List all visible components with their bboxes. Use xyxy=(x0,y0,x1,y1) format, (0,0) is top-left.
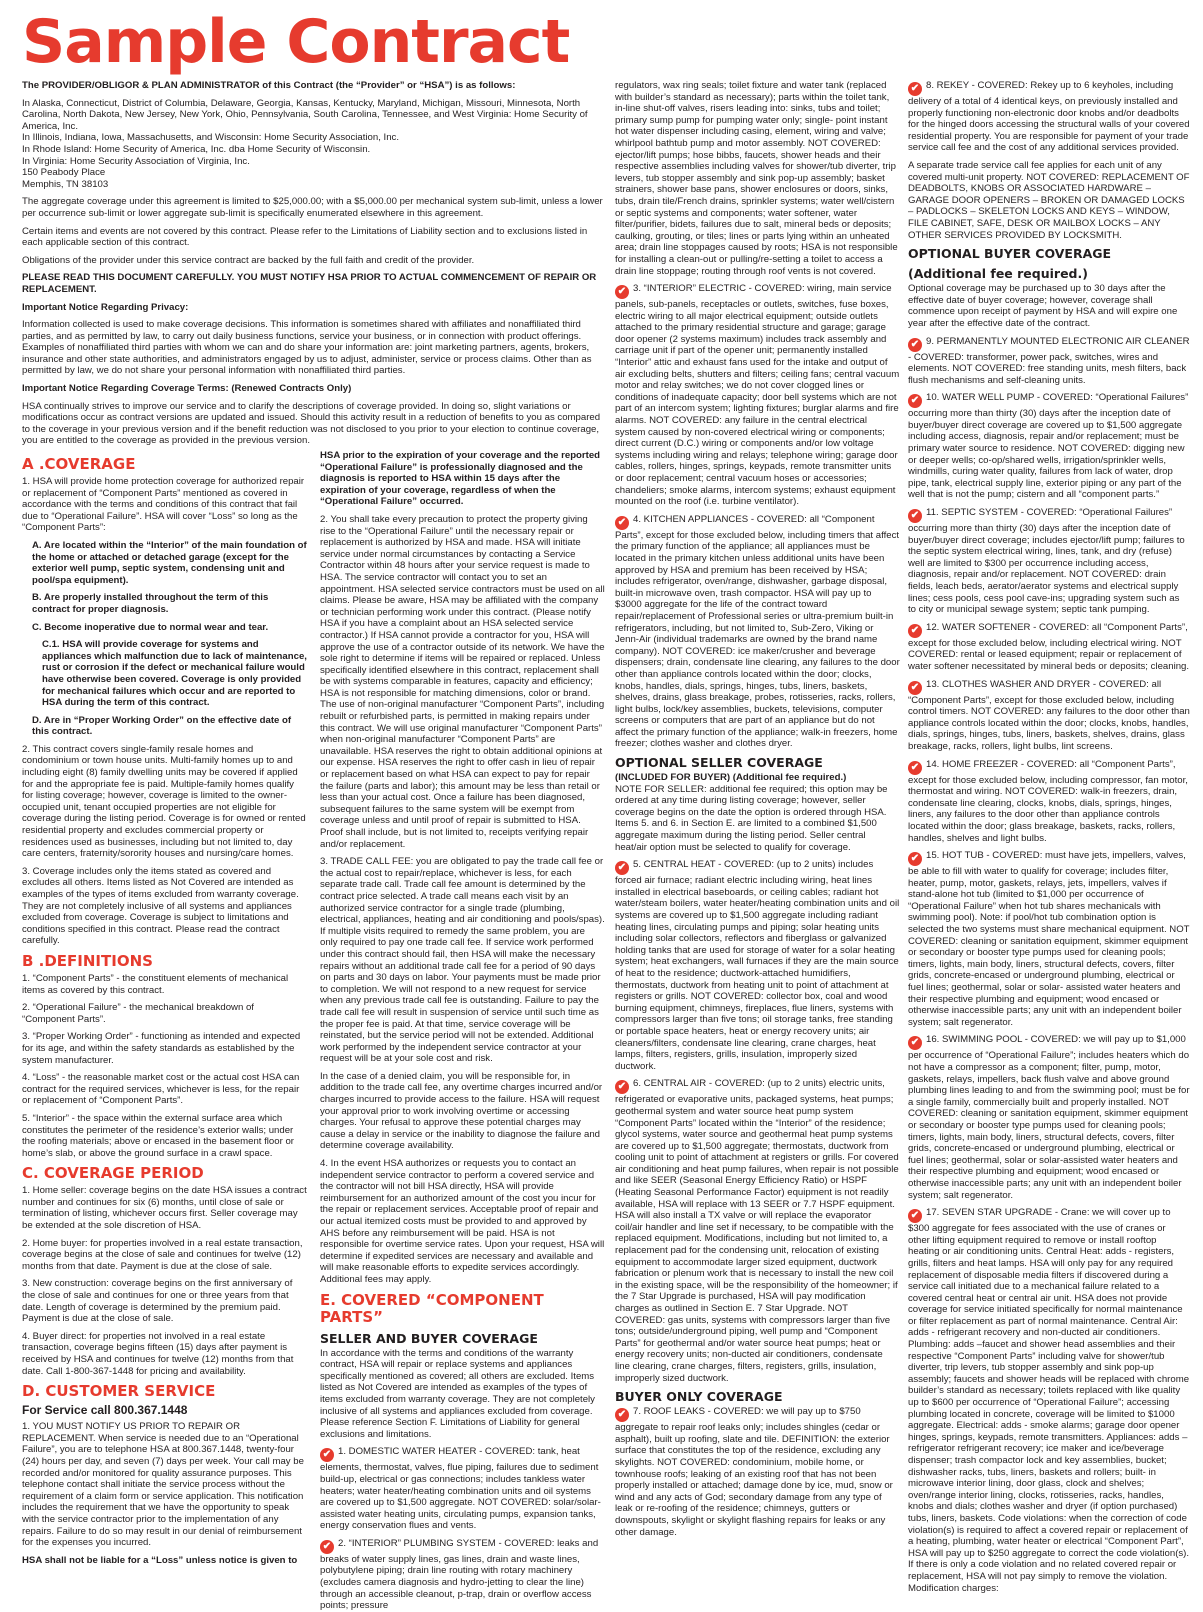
section-e-heading: E. COVERED “COMPONENT PARTS” xyxy=(320,1290,544,1326)
item-e7: ✔ 7. ROOF LEAKS - COVERED: we will pay up to $750 aggregate to repair roof leaks only; includes shingles (cedar or asphalt), built up roofing, slate and tile. DEFINITION: the exterior surface that constitutes the top of the residence, excluding any skylights. NOT COVERED: condominium, mobile home, or townhouse roofs; leaking of an existing roof that has not been properly installed or attached; damage done by ice, mud, snow or wind and any acts of God; secondary damage from any type of leak or re-roofing of the residence; chimneys, gutters or downspouts, skylight or skylight flashing repairs for leaks or any other damage. xyxy=(615,1406,893,1538)
item-e10: ✔ 10. WATER WELL PUMP - COVERED: “Operational Failures” occurring more than thirty (30) days after the inception date of buyer/buyer direct coverage are covered up to $1,500 aggregate including access, diagnosis, repair and/or replacement; must be primary water source to residence. NOT COVERED: digging new or deeper wells; co-op/shared wells, irrigation/sprinkler wells, windmills, curing water quality, failures from lack of water, drop pipe, tank, electrical supply line, exterior piping or any part of the well that is not the pump; cistern and all “component parts.” xyxy=(908,392,1189,501)
section-b-heading: B .DEFINITIONS xyxy=(22,951,153,970)
provider-states-3: In Rhode Island: Home Security of America, Inc. dba Home Security of Wisconsin. xyxy=(22,143,371,155)
provider-states-1: In Alaska, Connecticut, District of Columbia, Delaware, Georgia, Kansas, Kentucky, Maryland, Michigan, Missouri, Minnesota, North Carolina, North Dakota, New Jersey, New York, Ohio, Pennsylvania, South Carolina, Tennessee, and West Virginia: Home Security of America, Inc. xyxy=(22,97,588,132)
paragraph-d2: 2. You shall take every precaution to protect the property giving rise to the “Operational Failure” until the necessary repair or replacement is authorized by HSA and made. HSA will initiate service under normal circumstances by contacting a Service Contractor within 48 hours after your service request is made to HSA. The service contractor will contact you to set an appointment. HSA selected service contractors must be used on all claims. Please be aware, HSA may be affiliated with the company or technician performing work under this contract. (Please notify HSA if you have a complaint about an HSA selected service contractor.) If HSA cannot provide a contractor for you, HSA will approve the use of a contractor outside of its network. We have the sole right to determine if items will be repaired or replaced. Unless specifically identified elsewhere in this contract, replacement shall be with systems comparable in features, capacity and efficiency; HSA is not responsible for matching dimensions, color or brand. The use of non-original manufacturer “Component Parts”, including rebuilt or refurbished parts, is permitted in making repairs under this contract. We will use original manufacturer “Component Parts” when non-original manufacturer “Component Parts” are unavailable. HSA reserves the right to obtain additional opinions at our expense. HSA reserves the right to offer cash in lieu of repair or replacement based on what HSA can expect to pay for repair the failure (parts and labor); this amount may be less than retail or less than your actual cost. Once a failure has been diagnosed, subsequent failures to the same system will be exempt from coverage unless and until proof of repair is submitted to HSA. Proof shall include, but is not limited to, receipts verifying repair and/or replacement. xyxy=(320,513,605,850)
please-read-text: PLEASE READ THIS DOCUMENT CAREFULLY. YOU MUST NOTIFY HSA PRIOR TO ACTUAL COMMENCEMENT OF REPAIR OR REPLACEMENT. xyxy=(22,272,597,295)
seller-note: NOTE FOR SELLER: additional fee required; this option may be ordered at any time during listing coverage; however, seller coverage begins on the date the option is ordered through HSA. Items 5. and 6. in Section E. are limited to a combined $1,500 aggregate maximum during the listing period. Seller central heat/air option must be selected to qualify for coverage. xyxy=(615,783,888,853)
privacy-heading: Important Notice Regarding Privacy: xyxy=(22,301,189,313)
paragraph-c3: 3. New construction: coverage begins on the first anniversary of the close of sale and continues for one or three years from that date. Length of coverage is determined by the premium paid. Payment is due at the close of sale. xyxy=(22,1278,293,1325)
service-phone: For Service call 800.367.1448 xyxy=(22,1403,188,1418)
paragraph-d3: 3. TRADE CALL FEE: you are obligated to pay the trade call fee or the actual cost to repair/replace, whichever is less, for each separate trade call. Trade call fee amount is determined by the contract price selected. A trade call means each visit by an authorized service contractor for a single trade (plumbing, electrical, appliances, heating and air conditioning and pools/spas). If multiple visits required to remedy the same problem, you are only required to pay one trade call fee. If service work performed under this contract should fail, then HSA will make the necessary repairs without an additional trade call fee for a period of 90 days on parts and 30 days on labor. Your payments must be made prior to completion. We will not respond to a new request for service when any previous trade call fee is outstanding. Failure to pay the trade call fee will result in suspension of service until such time as the proper fee is paid. At that time, service coverage will be reinstated, but the service period will not be extended. Additional work performed by the independent service contractor at your request will be at your sole cost and risk. xyxy=(320,856,605,1065)
check-icon: ✔ xyxy=(615,1408,629,1422)
paragraph-a1b: B. Are properly installed throughout the term of this contract for proper diagnosis. xyxy=(32,592,269,615)
address-line-1: 150 Peabody Place xyxy=(22,167,106,179)
check-icon: ✔ xyxy=(908,852,922,866)
item-e9: ✔ 9. PERMANENTLY MOUNTED ELECTRONIC AIR CLEANER - COVERED: transformer, power pack, switches, wires and elements. NOT COVERED: free standing units, mesh filters, back flush mechanisms and self-cleaning units. xyxy=(908,335,1190,386)
paragraph-d1: 1. YOU MUST NOTIFY US PRIOR TO REPAIR OR REPLACEMENT. When service is needed due to an “Operational Failure”, you are to telephone HSA at 800.367.1448, twenty-four (24) hours per day, and seven (7) days per week. Your call may be recorded and/or monitored for quality assurance purposes. This telephone contact shall initiate the service process without the requirement of a claim form or service application. This notification includes the requirement that we have the opportunity to speak with the service contractor prior to the implementation of any repairs. Failure to do so may result in our denial of reimbursement for the expenses you incurred. xyxy=(22,1421,304,1549)
paragraph-d1-cont: HSA prior to the expiration of your coverage and the reported “Operational Failure” is professionally diagnosed and the diagnosis is reported to HSA within 15 days after the expiration of your coverage, regardless of when the “Operational Failure” occurred. xyxy=(320,450,601,508)
check-icon: ✔ xyxy=(908,1209,922,1223)
definition-b3: 3. “Proper Working Order” - functioning as intended and expected for its age, and within the safety standards as established by the system manufacturer. xyxy=(22,1031,301,1066)
check-icon: ✔ xyxy=(615,285,629,299)
item-e16: ✔ 16. SWIMMING POOL - COVERED: we will pay up to $1,000 per occurrence of “Operational Failure”; includes heaters which do not have a compressor as a component; filter, pump, motor, gaskets, relays, impellers, back flush valve and above ground plumbing lines leading to and from the swimming pool; must be for a single family, commercially built and properly installed. NOT COVERED: cleaning or sanitation equipment, skimmer equipment or secondary or booster type pumps used for cleaning pools; timers, lights, main body, liners, structural defects, covers, filter grids, concrete-encased or underground plumbing, electrical or fuel lines; geothermal, solar or solar-assisted water heaters and their respective plumbing and equipment; wood encased or otherwise inaccessible parts; any unit with an independent boiler system; salt regenerator. xyxy=(908,1034,1190,1201)
item-e2-cont: regulators, wax ring seals; toilet fixture and water tank (replaced with builder’s standard as necessary); parts within the toilet tank, in-line shut-off valves, risers leading into: sinks, tubs and toilet; primary sump pump for pumping water only; single- point instant hot water dispenser including casing, element, wiring and valve; whirlpool bathtub pump and motor assembly. NOT COVERED: ejector/lift pumps; hose bibbs, faucets, shower heads and their respective assemblies including valves for shower/tub diverter, trip levers, tub stopper assembly and sink pop-up assembly; basket strainers, shower base pans, shower enclosures or doors, sinks, tubs, drain tile/French drains, sprinkler systems; water well/cistern or septic systems and components; water softener, water filter/purifier, bidets, failures due to salt, mineral beds or deposits; caulking, grouting, or tiles; lines or parts lying within an unheated area; drain line stoppages caused by roots; HSA is not responsible for installing a clean-out or pulling/re-setting a toilet to access a drain line stoppage; routing through roof vents is not covered. xyxy=(615,80,898,277)
paragraph-a1: 1. HSA will provide home protection coverage for authorized repair or replacement of “Component Parts” mentioned as covered in accordance with the terms and conditions of this contract that fail due to “Operational Failure”. HSA will cover “Loss” so long as the “Component Parts”: xyxy=(22,476,305,534)
paragraph-d3b: In the case of a denied claim, you will be responsible for, in addition to the trade call fee, any overtime charges incurred and/or charges incurred to provide access to the failure. HSA will request your approval prior to work involving overtime or accessing charges. Your refusal to approve these potential charges may cause a delay in service or the inability to diagnose the failure and determine coverage availability. xyxy=(320,1070,603,1152)
definition-b1: 1. “Component Parts” - the constituent elements of mechanical items as covered by this contract. xyxy=(22,972,289,996)
check-icon: ✔ xyxy=(908,509,922,523)
paragraph-a1a: A. Are located within the “Interior” of the main foundation of the home or attached or detached garage (except for the exterior well pump, septic system, condensing unit and pool/spa equipment). xyxy=(32,539,307,586)
obligations-text: Obligations of the provider under this service contract are backed by the full faith and credit of the provider. xyxy=(22,254,475,266)
item-e4: ✔ 4. KITCHEN APPLIANCES - COVERED: all “Component Parts”, except for those excluded below, including timers that affect the primary function of the appliance; all appliances must be located in the primary kitchen unless additional units have been approved by HSA and premium has been received by HSA; includes refrigerator, oven/range, dishwasher, garbage disposal, built-in microwave oven, trash compactor. HSA will pay up to $3000 aggregate for the life of the contract toward repair/replacement of Professional series or ultra-premium built-in refrigerators, including, but not limited to, Sub-Zero, Viking or Jenn-Air (individual trademarks are owned by the brand name company). NOT COVERED: ice maker/crusher and beverage dispensers; drain, condensate line clearing, any failures to the door other than appliance controls located within the door; clocks, knobs, handles, dials, springs, hinges, tubs, liners, baskets, shelves, drains, glass breakage, probes, rotisseries, racks, rollers, light bulbs, lock/key assemblies, buckets, televisions, computer screens or computers that are part of an appliance but do not affect the primary function of the appliance; walk-in freezers, home freezer; clothes washer and clothes dryer. xyxy=(615,513,900,750)
item-e17: ✔ 17. SEVEN STAR UPGRADE - Crane: we will cover up to $300 aggregate for fees associated with the use of cranes or other lifting equipment required to remove or install rooftop heating or air conditioning units. Central Heat: adds - registers, grills, filters and heat lamps. HSA will only pay for any required replacement of disposable media filters if discovered during a service call initiated due to a mechanical failure related to a covered central heat or central air unit. HSA does not provide coverage for service initiated specifically for normal maintenance or filter replacement as part of normal maintenance. Central Air: adds - refrigerant recovery and non-ducted air conditioners. Plumbing: adds –faucet and shower head assemblies and their respective “Component Parts” including valve for shower/tub diverter, trip levers, tub stopper assembly and sink pop-up assembly; faucets and shower heads will be replaced with chrome builder’s standard as necessary; toilets replaced with like quality up to $600 per occurrence of “Operational Failure”; accessing plumbing located in concrete, coverage will be limited to $1000 aggregate. Electrical: adds - smoke alarms; garage door opener hinges, springs, keypads, remote transmitters. Appliances: adds – refrigerator refrigerant recovery; ice maker and ice/beverage dispenser; trash compactor lock and key assemblies, bucket; dishwasher racks, tubs, liners, baskets and rollers; built- in microwave interior lining, door glass, clock and shelves; oven/range interior lining, clocks, rotisseries, racks, handles, knobs and dials; clothes washer and dryer (if option purchased) tubs, liners, baskets. Code violations: when the correction of code violation(s) is required to affect a covered repair or replacement of a heating, plumbing, water heater or electrical “Component Part”, HSA will pay up to $250 aggregate to correct the code violation(s). If there is only a code violation and no related covered repair or replacement, HSA will not pay simply to remove the violation. Modification charges: xyxy=(908,1207,1190,1594)
privacy-text: Information collected is used to make coverage decisions. This information is sometimes shared with affiliates and nonaffiliated third parties, and as permitted by law, to carry out daily business functions, service your business, or in connection with product offerings. Examples of nonaffiliated third parties with whom we can and do share your information are: joint marketing partners, agents, brokers, insurance and other state authorities, and administrators engaged by us to adjust, administer, service or process claims. Other than as permitted by law, we do not share your personal information with nonaffiliated third parties. xyxy=(22,319,592,377)
item-e5: ✔ 5. CENTRAL HEAT - COVERED: (up to 2 units) includes forced air furnace; radiant electric including wiring, heat lines installed in electrical baseboards, or ceiling cables; radiant hot water/steam boilers, water heater/heating combination units and oil systems are covered up to $1,500 aggregate including radiant heating lines, circulating pumps and piping; solar heating units including solar collectors, reflectors and fiberglass or galvanized holding tanks that are used for storage of water for a solar heating system; heat exchangers, wall furnaces if they are the main source of heat to the residence; ductwork-attached humidifiers, thermostats, ductwork from heating unit to point of attachment at registers or grills. NOT COVERED: collector box, coal and wood burning equipment, chimneys, fireplaces, flue liners, systems with compressors larger than five tons; oil storage tanks, free standing or portable space heaters, heat or energy recovery units; air cleaners/filters, condensate line clearing, crane charges, heat lamps, filters, registers, grills, insulation, improperly sized ductwork. xyxy=(615,859,900,1072)
check-icon: ✔ xyxy=(320,1448,334,1462)
check-icon: ✔ xyxy=(320,1540,334,1554)
optional-buyer-sub: (Additional fee required.) xyxy=(908,266,1088,282)
item-e2: ✔ 2. “INTERIOR” PLUMBING SYSTEM - COVERED: leaks and breaks of water supply lines, gas lines, drain and waste lines, polybutylene piping; drain line routing with rotary machinery (excludes camera diagnosis and hydro-jetting to clear the line) through an accessible cleanout, p-trap, drain or overflow access points; pressure xyxy=(320,1537,599,1612)
provider-states-2: In Illinois, Indiana, Iowa, Massachusetts, and Wisconsin: Home Security Association, Inc. xyxy=(22,132,399,144)
paragraph-a1d: D. Are in “Proper Working Order” on the effective date of this contract. xyxy=(32,714,292,738)
paragraph-d1-tail: HSA shall not be liable for a “Loss” unless notice is given to xyxy=(22,1554,298,1566)
check-icon: ✔ xyxy=(615,861,629,875)
item-e13: ✔ 13. CLOTHES WASHER AND DRYER - COVERED: all “Component Parts”, except for those excluded below, including control timers. NOT COVERED: any failures to the door other than appliance controls located within the door; clocks, knobs, handles, dials, springs, hinges, tubs, liners, baskets, shelves, drains, glass breakage, racks, rollers, light bulbs, lint screens. xyxy=(908,678,1190,752)
seller-coverage-sub: (INCLUDED FOR BUYER) (Additional fee required.) xyxy=(615,772,847,784)
certain-items-text: Certain items and events are not covered by this contract. Please refer to the Limitations of Liability section and to exclusions listed in each applicable section of this contract. xyxy=(22,225,588,249)
column-1 xyxy=(22,450,307,1566)
item-e14: ✔ 14. HOME FREEZER - COVERED: all “Component Parts”, except for those excluded below, including compressor, fan motor, thermostat and wiring. NOT COVERED: walk-in freezers, drain, condensate line clearing, clocks, knobs, dials, springs, hinges, liners, any failures to the door other than appliance controls located within the door; glass breakage, baskets, racks, rollers, handles, shelves and light bulbs. xyxy=(908,758,1188,844)
paragraph-a1c: C. Become inoperative due to normal wear and tear. xyxy=(32,621,269,633)
column-3 xyxy=(615,80,900,1566)
item-e1: ✔ 1. DOMESTIC WATER HEATER - COVERED: tank, heat elements, thermostat, valves, flue piping, failures due to sediment build-up, electrical or gas connections; includes tankless water heaters; water heater/heating combination units and oil systems are covered up to $1,500 aggregate. NOT COVERED: solar/solar-assisted water heating units, circulating pumps, expansion tanks, energy conservation flues and vents. xyxy=(320,1446,601,1532)
definition-b4: 4. “Loss” - the reasonable market cost or the actual cost HSA can contract for the required services, whichever is less, for the repair or replacement of “Component Parts”. xyxy=(22,1072,300,1107)
paragraph-c4: 4. Buyer direct: for properties not involved in a real estate transaction, coverage begins fifteen (15) days after payment is received by HSA and continues for twelve (12) months from that date. Call 1-800-367-1448 for pricing and availability. xyxy=(22,1330,294,1377)
paragraph-a1c1: C.1. HSA will provide coverage for systems and appliances which malfunction due to lack of maintenance, rust or corrosion if the defect or mechanical failure would have otherwise been covered. Coverage is only provided for mechanical failures which occur and are reported to HSA during the term of this contract. xyxy=(42,639,307,709)
check-icon: ✔ xyxy=(908,681,922,695)
optional-buyer-text: Optional coverage may be purchased up to 30 days after the effective date of buyer coverage; however, coverage shall commence upon receipt of payment by HSA and will expire one year after the effective date of the contract. xyxy=(908,283,1178,329)
address-line-2: Memphis, TN 38103 xyxy=(22,178,109,190)
optional-buyer-heading: OPTIONAL BUYER COVERAGE xyxy=(908,246,1112,262)
terms-text: HSA continually strives to improve our service and to clarify the descriptions of coverage provided. In doing so, slight variations or modifications occur as contract versions are updated and issued. Should this activity result in a reduction of benefits to you as compared to the coverage in your previous version and if the benefit reduction was not disclosed to you prior to your election to continue coverage, you are entitled to the coverage as provided in the previous version. xyxy=(22,400,601,447)
paragraph-a2: 2. This contract covers single-family resale homes and condominium or town house units. Multi-family homes up to and including eight (8) family dwelling units may be covered if applied for and the appropriate fee is paid. Multiple-family homes qualify for listing coverage; however, coverage is limited to the owner-occupied unit, tenant occupied properties are not eligible for coverage during the listing period. Coverage is for owned or rented residential property and excludes commercial property or residences used as businesses, including but not limited to, day care centers, fraternity/sorority houses and nursing/care homes. xyxy=(22,743,306,860)
item-e6: ✔ 6. CENTRAL AIR - COVERED: (up to 2 units) electric units, refrigerated or evaporative units, packaged systems, heat pumps; geothermal system and water source heat pump system “Component Parts” located within the “Interior” of the residence; glycol systems, water source and geothermal heat pump systems are covered up to $1,500 aggregate; thermostats, ductwork from cooling unit to point of attachment at registers or grills. For covered air conditioning and heat pump failures, when repair is not possible and like SEER (Seasonal Energy Efficiency Ratio) or HSPF (Heating Seasonal Performance Factor) equipment is not readily available, HSA will replace with 13 SEER or 7.7 HSPF equipment. HSA will also install a TX valve or will replace the evaporator coil/air handler and line set if necessary, to be compatible with the replaced equipment. Modifications, including but not limited to, a replacement pad for the condensing unit, relocation of existing equipment to accommodate larger sized equipment, ductwork fabrication or plenum work that is necessary to install the new coil in the existing space, will be the responsibility of the homeowner; if the 7 Star Upgrade is purchased, HSA will pay modification charges as outlined in Section E. 7 Star Upgrade. NOT COVERED: gas units, systems with compressors larger than five tons; outside/underground piping, well pump and “Component Parts” for geothermal and/or water source heat pumps; heat or energy recovery units; non-ducted air conditioners, condensate line clearing, crane charges, filters, registers, grills, insulation, improperly sized ductwork. xyxy=(615,1078,899,1384)
check-icon: ✔ xyxy=(908,1036,922,1050)
paragraph-c2: 2. Home buyer: for properties involved in a real estate transaction, coverage begins at the close of sale and continues for twelve (12) months from that date. Payment is due at the close of sale. xyxy=(22,1237,303,1272)
section-c-heading: C. COVERAGE PERIOD xyxy=(22,1164,204,1183)
item-e8-note: A separate trade service call fee applies for each unit of any covered multi-unit property. NOT COVERED: REPLACEMENT OF DEADBOLTS, KNOBS OR ASSOCIATED HARDWARE – GARAGE DOOR OPENERS – BROKEN OR DAMAGED LOCKS – PADLOCKS – SKELETON LOCKS AND KEYS – WINDOW, FILE CABINET, SAFE, DESK OR MAILBOX LOCKS – ANY OTHER SERVICES PROVIDED BY LOCKSMITH. xyxy=(908,159,1190,241)
provider-states-4: In Virginia: Home Security Association of Virginia, Inc. xyxy=(22,155,250,167)
check-icon: ✔ xyxy=(908,338,922,352)
section-e-intro: In accordance with the terms and conditions of the warranty contract, HSA will repair or replace systems and appliances specifically mentioned as covered; all others are excluded. Items listed as Not Covered are intended as examples of the types of items excluded from warranty coverage. They are not completely inclusive of all systems and appliances excluded from coverage. Please reference Section F. Limitations of Liability for general exclusions and limitations. xyxy=(320,1347,595,1440)
item-e11: ✔ 11. SEPTIC SYSTEM - COVERED: “Operational Failures” occurring more than thirty (30) days after the inception date of buyer/buyer direct coverage; includes ejector/lift pump; failures to the septic system electrical wiring, lines, tank, and dry (refuse) well are limited to $300 per occurrence including access, diagnosis, repair and/or replacement. NOT COVERED: drain fields, leach beds, aerator/aerator systems and electrical supply lines; cess pools, cess pool cave-ins; upgrading system such as to city or municipal sewage system; septic tank pumping. xyxy=(908,507,1185,616)
item-e12: ✔ 12. WATER SOFTENER - COVERED: all “Component Parts”, except for those excluded below, including electrical wiring. NOT COVERED: rental or leased equipment; repair or replacement of water softener necessitated by mineral beds or deposits; cleaning. xyxy=(908,621,1190,672)
definition-b5: 5. “Interior” - the space within the external surface area which constitutes the perimeter of the residence’s exterior walls; under the roofing materials; above or encased in the basement floor or home’s slab, or above the ground surface in a crawl space. xyxy=(22,1112,294,1159)
item-e8: ✔ 8. REKEY - COVERED: Rekey up to 6 keyholes, including delivery of a total of 4 identical keys, on previously installed and properly functioning non-electronic door knobs and/or deadbolts for the hinged doors accessing the structural walls of your covered residential property. You are responsible for payment of your trade service call fee and the cost of any additional services provided. xyxy=(908,80,1190,154)
column-4 xyxy=(908,80,1190,1594)
paragraph-a3: 3. Coverage includes only the items stated as covered and excludes all others. Items listed as Not Covered are intended as examples of the types of items excluded from warranty coverage. They are not completely inclusive of all systems and appliances excluded from coverage. Coverage is subject to limitations and conditions specified in this contract. Please read the contract carefully. xyxy=(22,865,299,947)
item-e3: ✔ 3. “INTERIOR” ELECTRIC - COVERED: wiring, main service panels, sub-panels, receptacles or outlets, switches, fuse boxes, electric wiring to all major electrical equipment; outside outlets attached to the primary residential structure and garage; garage door opener (2 systems maximum) includes track assembly and carriage unit if part of the opener unit; permanently installed “Interior” attic and exhaust fans used for the intake and output of air excluding belts, shutters and filters; ceiling fans; central vacuum motor and relay switches; we do not cover clogged lines or conditions of inadequate capacity; door bell systems which are not part of an intercom system; lighting fixtures; burglar alarms and fire alarms. NOT COVERED: any failure in the central electrical system caused by non-covered electrical wiring or components; direct current (D.C.) wiring or components and/or low voltage systems including wiring and relays; telephone wiring; garage door cables, rollers, hinges, springs, keypads, remote transmitter units or door replacement; central vacuum hoses or accessories; chandeliers; smoke alarms, intercom systems; exhaust equipment mounted on the roof (i.e. turbine ventilator). xyxy=(615,283,900,508)
paragraph-d4: 4. In the event HSA authorizes or requests you to contact an independent service contractor to perform a covered service and the contractor will not bill HSA directly, HSA will provide reimbursement for an authorized amount of the cost you incur for the repair or replacement services. Acceptable proof of repair and our actual itemized costs must be provided to and approved by AHS before any reimbursement will be paid. HSA is not responsible for overtime service rates. Upon your request, HSA will determine if expedited services are necessary and available and will make reasonable efforts to expedite services accordingly. Additional fees may apply. xyxy=(320,1158,605,1285)
page-title: Sample Contract xyxy=(22,7,570,77)
aggregate-text: The aggregate coverage under this agreement is limited to $25,000.00; with a $5,000.00 per mechanical system sub-limit, unless a lower per occurrence sub-limit or lower aggregate sub-limit is specifically enumerated elsewhere in this agreement. xyxy=(22,196,603,219)
terms-heading: Important Notice Regarding Coverage Terms: (Renewed Contracts Only) xyxy=(22,383,352,395)
intro-block xyxy=(22,80,607,445)
check-icon: ✔ xyxy=(615,516,629,530)
item-e15: ✔ 15. HOT TUB - COVERED: must have jets, impellers, valves, be able to fill with water to qualify for coverage; includes filter, heater, pump, motor, gaskets, relays, jets, impellers, valves if stand-alone hot tub (limited to $1,000 per occurrence of “Operational Failure” when hot tub shares mechanicals with swimming pool). Note: if pool/hot tub combination option is selected the two systems must share mechanical equipment. NOT COVERED: cleaning or sanitation equipment, skimmer equipment or secondary or booster type pumps used for cleaning pools; timers, lights, main body, liners, structural defects, covers, filter grids, concrete-encased or underground plumbing, electrical or fuel lines; geothermal, solar or solar- assisted water heaters and their respective plumbing and equipment; wood encased or otherwise inaccessible parts; any unit with an independent boiler system; salt regenerator. xyxy=(908,850,1190,1028)
check-icon: ✔ xyxy=(615,1080,629,1094)
provider-header: The PROVIDER/OBLIGOR & PLAN ADMINISTRATOR of this Contract (the “Provider” or “HSA”) is as follows: xyxy=(22,80,516,91)
section-a-heading: A .COVERAGE xyxy=(22,455,136,473)
check-icon: ✔ xyxy=(908,761,922,775)
seller-coverage-heading: OPTIONAL SELLER COVERAGE xyxy=(615,755,823,771)
seller-buyer-heading: SELLER AND BUYER COVERAGE xyxy=(320,1330,538,1346)
check-icon: ✔ xyxy=(908,82,922,96)
column-2 xyxy=(320,450,605,1612)
section-d-heading: D. CUSTOMER SERVICE xyxy=(22,1382,216,1401)
paragraph-c1: 1. Home seller: coverage begins on the date HSA issues a contract number and continues for six (6) months, until close of sale or termination of listing, whichever occurs first. Seller coverage may be extended at the sole discretion of HSA. xyxy=(22,1185,307,1232)
check-icon: ✔ xyxy=(908,624,922,638)
check-icon: ✔ xyxy=(908,394,922,408)
buyer-coverage-heading: BUYER ONLY COVERAGE xyxy=(615,1389,783,1405)
definition-b2: 2. “Operational Failure” - the mechanical breakdown of “Component Parts”. xyxy=(22,1002,254,1025)
